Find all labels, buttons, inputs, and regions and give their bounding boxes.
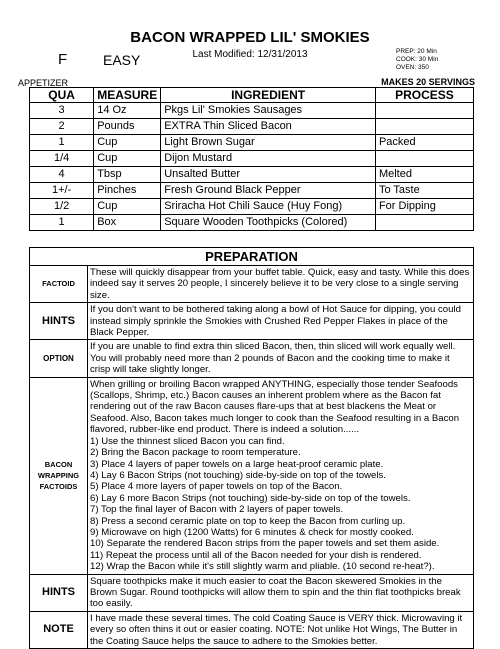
ingredient-measure: Tbsp [94, 167, 161, 183]
prep-time: PREP: 20 Min [396, 48, 437, 55]
last-modified: Last Modified: 12/31/2013 [192, 49, 308, 60]
ingredient-name: Sriracha Hot Chili Sauce (Huy Fong) [161, 199, 376, 215]
ingredient-name: Pkgs Lil' Smokies Sausages [161, 103, 376, 119]
hints-row [30, 303, 474, 340]
hints-text: Square toothpicks make it much easier to coat the Bacon skewered Smokies in the Brown Sugar. Round toothpicks will allow them to spin and the thin flat toothpicks break too easily. [88, 574, 474, 611]
bacon-factoids-label [30, 377, 88, 574]
note-text: I have made these several times. The cold Coating Sauce is VERY thick. Microwaving it every so often thins it out or easier coating. NOTE: Not unlike Hot Wings, The Butter in the Coating Sauce helps the sauce to adhere to the Smokies better. [88, 611, 474, 648]
ingredient-measure: Cup [94, 151, 161, 167]
col-header-qty: QUA [30, 88, 94, 103]
col-header-measure: MEASURE [94, 88, 161, 103]
table-row [30, 135, 474, 151]
step-item: 2) Bring the Bacon package to room temperature. [90, 447, 301, 459]
ingredient-qty: 1/4 [30, 151, 94, 167]
factoid-text: These will quickly disappear from your buffet table. Quick, easy and tasty. While this does indeed say it serves 20 people, I sincerely believe it to be very close to a single serving size. [88, 266, 474, 303]
step-item: 12) Wrap the Bacon while it's still slightly warm and pliable. (10 second re-heat?). [90, 561, 435, 573]
table-row [30, 119, 474, 135]
col-header-process: PROCESS [375, 88, 473, 103]
ingredient-process [375, 151, 473, 167]
ingredients-table [29, 87, 474, 231]
ingredient-qty: 3 [30, 103, 94, 119]
step-item: 7) Top the final layer of Bacon with 2 layers of paper towels. [90, 504, 344, 516]
oven-temp: OVEN: 350 [396, 64, 429, 71]
label-line: BACON [44, 459, 73, 469]
ingredient-name: Fresh Ground Black Pepper [161, 183, 376, 199]
hints-row [30, 574, 474, 611]
ingredient-measure: 14 Oz [94, 103, 161, 119]
step-item: 5) Place 4 more layers of paper towels on top of the Bacon. [90, 481, 343, 493]
note-row [30, 611, 474, 648]
step-item: 8) Press a second ceramic plate on top to keep the Bacon from curling up. [90, 515, 406, 527]
ingredient-qty: 1/2 [30, 199, 94, 215]
label-line: WRAPPING [37, 470, 80, 480]
ingredient-process: For Dipping [375, 199, 473, 215]
recipe-category: APPETIZER [18, 78, 69, 88]
hints-label: HINTS [30, 574, 88, 611]
servings: MAKES 20 SERVINGS [381, 77, 475, 87]
ingredient-process [375, 215, 473, 231]
col-header-ingredient: INGREDIENT [161, 88, 376, 103]
table-row [30, 215, 474, 231]
recipe-title: BACON WRAPPED LIL' SMOKIES [130, 29, 370, 46]
preparation-table [29, 247, 474, 649]
step-item: 10) Separate the rendered Bacon strips from the paper towels and set them aside. [90, 538, 440, 550]
step-item: 4) Lay 6 Bacon Strips (not touching) side-by-side on top of the towels. [90, 469, 386, 481]
preparation-heading: PREPARATION [30, 248, 474, 266]
bacon-intro: When grilling or broiling Bacon wrapped ANYTHING, especially those tender Seafoods (Scallops, Shrimp, etc.) Bacon causes an inherent problem where as the Bacon fat rendering out of the raw Bacon causes flare-ups that at best blackens the Meat or Seafood. Also, Bacon takes much longer to cook than the Seafood resulting in a Bacon flavored, rubber-like end product. There is indeed a solution...... [90, 378, 460, 436]
step-item: 1) Use the thinnest sliced Bacon you can find. [90, 435, 285, 447]
option-label: OPTION [30, 340, 88, 377]
ingredient-process: Packed [375, 135, 473, 151]
ingredient-measure: Pinches [94, 183, 161, 199]
ingredient-name: Square Wooden Toothpicks (Colored) [161, 215, 376, 231]
ingredient-qty: 4 [30, 167, 94, 183]
step-item: 11) Repeat the process until all of the Bacon needed for your dish is rendered. [90, 549, 422, 561]
cook-times [396, 48, 438, 72]
ingredients-header-row [30, 88, 474, 103]
label-line: FACTOIDS [39, 482, 78, 492]
table-row [30, 167, 474, 183]
ingredient-measure: Cup [94, 199, 161, 215]
ingredient-qty: 1 [30, 135, 94, 151]
ingredient-measure: Cup [94, 135, 161, 151]
table-row [30, 199, 474, 215]
table-row [30, 183, 474, 199]
ingredient-name: Light Brown Sugar [161, 135, 376, 151]
ingredient-measure: Box [94, 215, 161, 231]
ingredient-name: Unsalted Butter [161, 167, 376, 183]
step-item: 9) Microwave on high (1200 Watts) for 6 minutes & check for mostly cooked. [90, 526, 414, 538]
factoid-label: FACTOID [30, 266, 88, 303]
ingredient-process [375, 119, 473, 135]
cook-time: COOK: 30 Min [396, 56, 439, 63]
step-item: 6) Lay 6 more Bacon Strips (not touching) side-by-side on top of the towels. [90, 492, 411, 504]
hints-label: HINTS [30, 303, 88, 340]
ingredient-measure: Pounds [94, 119, 161, 135]
bacon-factoids-row [30, 377, 474, 574]
hints-text: If you don't want to be bothered taking along a bowl of Hot Sauce for dipping, you could instead simply sprinkle the Smokies with Crushed Red Pepper Flakes in place of the Black Pepper. [88, 303, 474, 340]
option-row [30, 340, 474, 377]
step-item: 3) Place 4 layers of paper towels on a large heat-proof ceramic plate. [90, 458, 384, 470]
option-text: If you are unable to find extra thin sliced Bacon, then, thin sliced will work equally well. You will probably need more than 2 pounds of Bacon and the cooking time to make it crisp will take slightly longer. [88, 340, 474, 377]
ingredient-process: Melted [375, 167, 473, 183]
table-row [30, 151, 474, 167]
ingredient-qty: 2 [30, 119, 94, 135]
ingredient-qty: 1+/- [30, 183, 94, 199]
ingredient-name: EXTRA Thin Sliced Bacon [161, 119, 376, 135]
note-label: NOTE [30, 611, 88, 648]
bacon-factoids-text [88, 377, 474, 574]
recipe-difficulty: EASY [103, 52, 141, 68]
ingredient-process [375, 103, 473, 119]
ingredient-qty: 1 [30, 215, 94, 231]
ingredient-name: Dijon Mustard [161, 151, 376, 167]
table-row [30, 103, 474, 119]
ingredient-process: To Taste [375, 183, 473, 199]
factoid-row [30, 266, 474, 303]
recipe-grade: F [58, 51, 68, 68]
